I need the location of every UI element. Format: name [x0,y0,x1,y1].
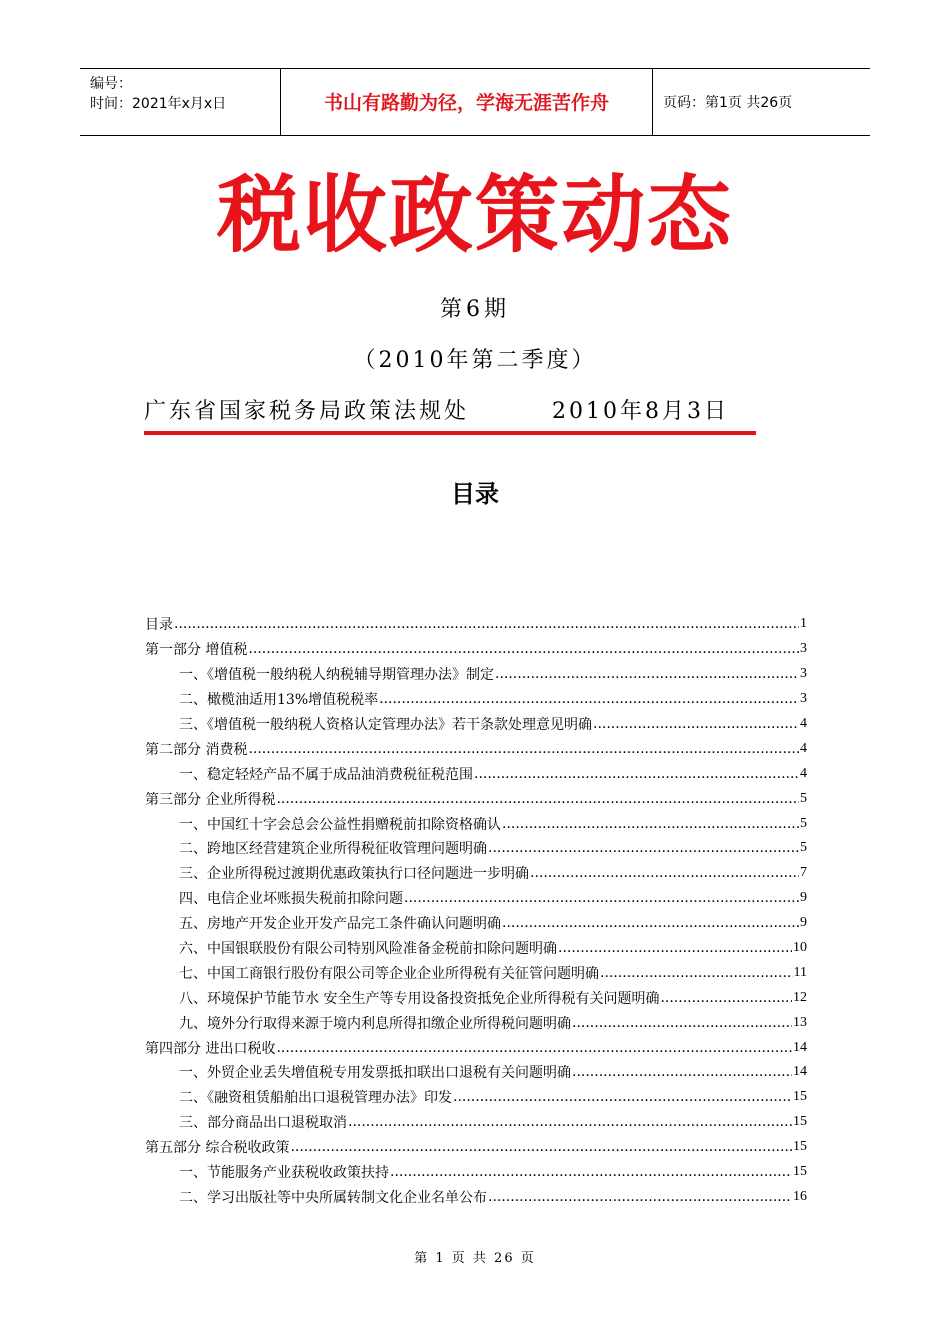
toc-entry-page: 4 [800,765,807,781]
toc-leader-dots [276,791,799,807]
toc-entry-page: 10 [793,940,807,956]
toc-entry-title: 七、中国工商银行股份有限公司等企业企业所得税有关征管问题明确 [179,965,599,982]
toc-entry[interactable] [145,936,807,961]
publication-date: 2010年8月3日 [552,399,729,424]
toc-leader-dots [348,1114,792,1130]
toc-entry-title: 一、稳定轻烃产品不属于成品油消费税征税范围 [179,766,473,783]
header-page-code: 页码：第1页 共26页 [663,95,793,111]
toc-entry-page: 3 [800,666,807,682]
toc-entry-title: 二、《融资租赁船舶出口退税管理办法》印发 [179,1090,452,1107]
toc-leader-dots [502,915,799,931]
toc-leader-dots [593,716,799,732]
toc-entry[interactable] [145,1110,807,1135]
toc-entry-title: 六、中国银联股份有限公司特别风险准备金税前扣除问题明确 [179,941,557,958]
toc-leader-dots [390,1164,792,1180]
toc-entry-page: 5 [800,840,807,856]
toc-entry-page: 9 [800,890,807,906]
toc-entry-page: 3 [800,691,807,707]
header-meta-cell [80,69,280,135]
toc-entry[interactable] [145,1160,807,1185]
season-label: （2010年第二季度） [353,348,597,373]
toc-leader-dots [453,1089,792,1105]
toc-leader-dots [474,766,799,782]
toc-leader-dots [488,1189,792,1205]
toc-entry-title: 一、外贸企业丢失增值税专用发票抵扣联出口退税有关问题明确 [179,1065,571,1082]
toc-entry-title: 一、中国红十字会总会公益性捐赠税前扣除资格确认 [179,816,501,833]
toc-leader-dots [174,616,799,632]
toc-entry-page: 15 [793,1139,807,1155]
number-label: 编号： [90,76,132,92]
toc-entry-title: 第四部分 进出口税收 [145,1040,276,1057]
toc-entry-page: 14 [793,1039,807,1055]
toc-entry-title: 三、《增值税一般纳税人资格认定管理办法》若干条款处理意见明确 [179,717,592,733]
toc-entry[interactable] [145,886,807,911]
toc-entry[interactable] [145,911,807,936]
toc-entry-page: 9 [800,915,807,931]
toc-entry[interactable] [145,1010,807,1035]
toc-leader-dots [248,741,799,757]
toc-entry-page: 15 [793,1164,807,1180]
toc-entry-page: 3 [800,641,807,657]
toc-entry-page: 1 [800,616,807,632]
toc-entry-page: 15 [793,1089,807,1105]
toc-entry[interactable] [145,1035,807,1060]
toc-entry-page: 4 [800,740,807,756]
toc-entry-page: 15 [793,1114,807,1130]
toc-entry[interactable] [145,985,807,1010]
toc-entry[interactable] [145,1085,807,1110]
toc-leader-dots [488,840,799,856]
toc-entry-title: 一、节能服务产业获税收政策扶持 [179,1165,389,1182]
toc-leader-dots [660,990,792,1006]
toc-entry[interactable] [145,1135,807,1160]
toc-entry[interactable] [145,712,807,737]
toc-entry-title: 二、学习出版社等中央所属转制文化企业名单公布 [179,1189,487,1206]
header-motto: 书山有路勤为径，学海无涯苦作舟 [280,69,653,135]
toc-entry-page: 5 [800,815,807,831]
toc-entry[interactable] [145,1184,807,1209]
table-of-contents [145,612,807,1209]
toc-entry[interactable] [145,811,807,836]
red-divider [144,431,756,435]
toc-entry-page: 13 [793,1014,807,1030]
toc-entry-title: 第五部分 综合税收政策 [145,1140,290,1157]
issue-number: 第6期 [440,297,510,322]
toc-entry[interactable] [145,687,807,712]
toc-entry-page: 16 [793,1188,807,1204]
toc-leader-dots [404,890,799,906]
toc-entry-title: 三、部分商品出口退税取消 [179,1115,347,1132]
toc-entry[interactable] [145,662,807,687]
department-name: 广东省国家税务局政策法规处 [144,399,470,424]
document-title: 税收政策动态 [216,165,733,264]
toc-leader-dots [248,641,799,657]
toc-entry[interactable] [145,960,807,985]
toc-entry-title: 九、境外分行取得来源于境内利息所得扣缴企业所得税问题明确 [179,1015,571,1032]
toc-heading: 目录 [451,480,499,508]
header-table [80,68,870,136]
toc-entry-title: 目录 [145,617,173,634]
toc-leader-dots [379,691,799,707]
toc-entry-title: 四、电信企业坏账损失税前扣除问题 [179,891,403,908]
toc-entry-title: 第二部分 消费税 [145,741,248,758]
toc-entry-title: 八、环境保护节能节水 安全生产等专用设备投资抵免企业所得税有关问题明确 [179,990,660,1007]
toc-entry-title: 二、跨地区经营建筑企业所得税征收管理问题明确 [179,841,487,858]
toc-entry-page: 4 [800,716,807,731]
toc-entry[interactable] [145,612,807,637]
toc-leader-dots [495,666,799,682]
toc-entry-page: 5 [800,790,807,806]
toc-entry-page: 12 [793,989,807,1005]
toc-leader-dots [530,865,799,881]
toc-leader-dots [276,1040,792,1056]
toc-entry-page: 14 [793,1064,807,1080]
toc-entry-page: 11 [793,964,807,980]
toc-leader-dots [600,965,793,981]
toc-entry[interactable] [145,1060,807,1085]
page-footer: 第 1 页 共 26 页 [414,1251,536,1266]
toc-entry-title: 三、企业所得税过渡期优惠政策执行口径问题进一步明确 [179,866,529,883]
toc-leader-dots [572,1015,792,1031]
toc-leader-dots [290,1139,792,1155]
toc-leader-dots [502,816,799,832]
toc-leader-dots [558,940,792,956]
toc-entry[interactable] [145,736,807,761]
time-label: 时间：2021年x月x日 [90,96,227,112]
toc-entry-title: 二、橄榄油适用13%增值税税率 [179,692,379,709]
toc-entry[interactable] [145,761,807,786]
toc-entry-page: 7 [800,865,807,881]
toc-entry-title: 第三部分 企业所得税 [145,791,276,808]
toc-entry-title: 第一部分 增值税 [145,642,248,659]
toc-entry-title: 五、房地产开发企业开发产品完工条件确认问题明确 [179,916,501,933]
toc-leader-dots [572,1064,792,1080]
toc-entry[interactable] [145,861,807,886]
toc-entry[interactable] [145,836,807,861]
toc-entry[interactable] [145,786,807,811]
toc-entry-title: 一、《增值税一般纳税人纳税辅导期管理办法》制定 [179,667,494,684]
toc-entry[interactable] [145,637,807,662]
